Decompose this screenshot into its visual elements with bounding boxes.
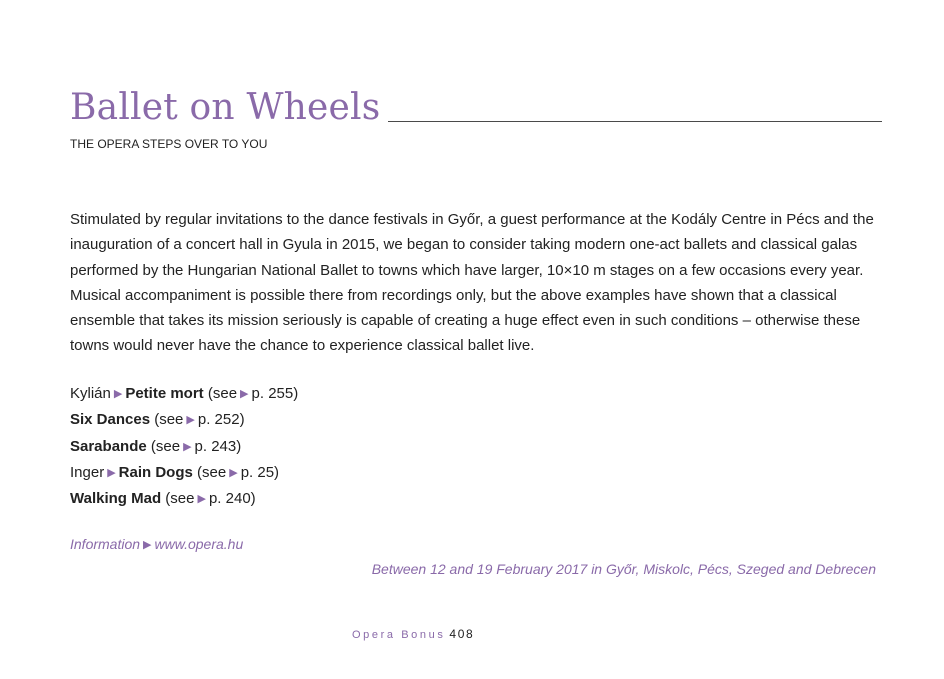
repertoire-item-six-dances <box>70 407 298 433</box>
see-label: (see <box>165 490 195 508</box>
page-reference: p. 240) <box>208 490 256 508</box>
ballet-title: Sarabande <box>70 437 147 455</box>
performance-dates: Between 12 and 19 February 2017 in Győr, Miskolc, Pécs, Szeged and Debrecen <box>371 561 876 577</box>
page-title: Ballet on Wheels <box>70 87 381 128</box>
page-number: 408 <box>449 627 475 641</box>
page-reference: p. 255) <box>251 385 299 402</box>
website-link[interactable]: www.opera.hu <box>154 536 244 552</box>
title-rule-divider <box>388 121 882 122</box>
arrow-right-icon: ▶ <box>183 440 192 453</box>
repertoire-list <box>70 381 298 512</box>
arrow-right-icon: ▶ <box>143 539 152 551</box>
page-reference: p. 243) <box>194 437 242 455</box>
see-label: (see <box>197 463 227 481</box>
arrow-right-icon: ▶ <box>229 466 238 479</box>
arrow-right-icon: ▶ <box>113 388 123 400</box>
repertoire-item-petite-mort <box>70 381 298 407</box>
repertoire-item-sarabande <box>70 434 298 460</box>
information-line <box>70 535 243 554</box>
choreographer-name: Kylián <box>70 385 111 402</box>
repertoire-item-walking-mad <box>70 486 298 512</box>
ballet-title: Six Dances <box>70 411 151 429</box>
page-subtitle: THE OPERA STEPS OVER TO YOU <box>70 137 268 151</box>
footer-section-label: Opera Bonus <box>352 629 446 641</box>
ballet-title: Walking Mad <box>70 490 162 508</box>
arrow-right-icon: ▶ <box>186 414 195 427</box>
see-label: (see <box>154 411 184 429</box>
ballet-title: Rain Dogs <box>118 463 193 481</box>
page-footer <box>352 626 474 643</box>
title-row <box>70 86 882 130</box>
arrow-right-icon: ▶ <box>107 466 116 479</box>
body-paragraph: Stimulated by regular invitations to the dance festivals in Győr, a guest performance at the Kodály Centre in Pécs and the inauguration of a concert hall in Gyula in 2015, we began to consider taking modern one-act ballets and classical galas performed by the Hungarian National Ballet to towns which have larger, 10×10 m stages on a few occasions every year. Musical accompaniment is possible there from recordings only, but the above examples have shown that a classical ensemble that takes its mission seriously is capable of creating a huge effect even in such conditions – otherwise these towns would never have the chance to experience classical ballet live. <box>70 211 874 355</box>
see-label: (see <box>207 385 238 402</box>
see-label: (see <box>150 437 181 455</box>
ballet-title: Petite mort <box>125 385 204 402</box>
choreographer-name: Inger <box>70 463 105 481</box>
arrow-right-icon: ▶ <box>197 493 206 506</box>
repertoire-item-rain-dogs <box>70 460 298 486</box>
page-reference: p. 25) <box>240 463 280 481</box>
information-label: Information <box>70 536 141 552</box>
arrow-right-icon: ▶ <box>240 388 249 400</box>
page-reference: p. 252) <box>197 411 245 429</box>
